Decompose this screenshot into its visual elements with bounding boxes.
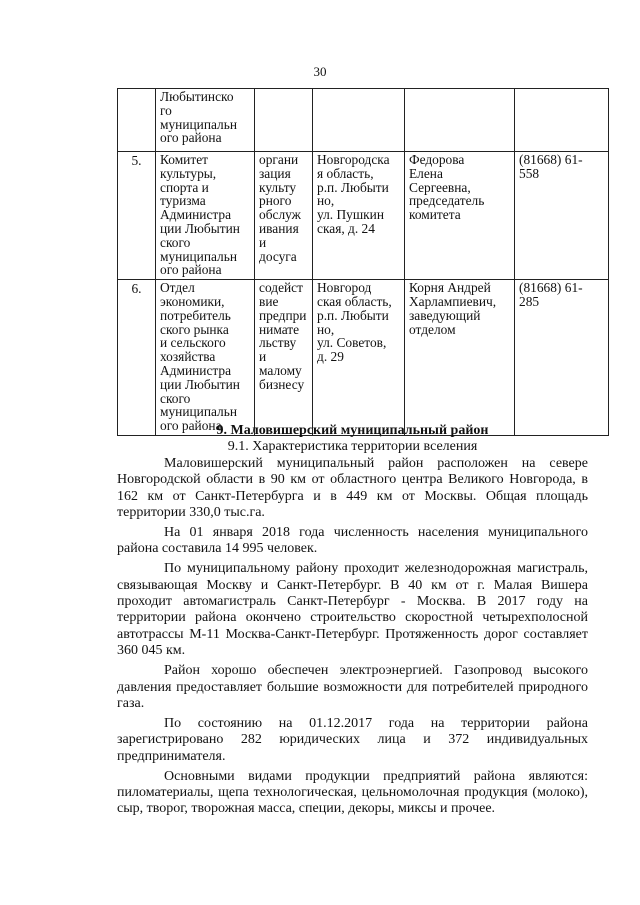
row-number: 5. [118,152,156,280]
paragraph-businesses: По состоянию на 01.12.2017 года на территории района зарегистрировано 282 юридических лица и 372 индивидуальных предпринимателя. [117,715,588,764]
paragraph-population: На 01 января 2018 года численность населения муниципального района составила 14 995 человек. [117,524,588,557]
address: Новгородска я область, р.п. Любыти но, ул. Пушкин ская, д. 24 [313,152,405,280]
head-person: Корня Андрей Харлампиевич, заведующий отделом [405,280,515,436]
head-person: Федорова Елена Сергеевна, председатель комитета [405,152,515,280]
table-row [118,89,609,152]
address: Новгород ская область, р.п. Любыти но, ул. Советов, д. 29 [313,280,405,436]
organization-name: Любытинско го муниципальн ого района [156,89,255,152]
table-row [118,280,609,436]
paragraph-products: Основными видами продукции предприятий района являются: пиломатериалы, щепа технологическая, цельномолочная продукция (молоко), сыр, творог, творожная масса, специи, декоры, миксы и прочее. [117,768,588,817]
row-number [118,89,156,152]
address [313,89,405,152]
district-section [117,423,588,818]
paragraph-transport: По муниципальному району проходит железнодорожная магистраль, связывающая Москву и Санкт-Петербург. В 40 км от г. Малая Вишера проходит автомагистраль Санкт-Петербург - Москва. В 2017 году на территории района окончено строительство скоростной четырехполосной автотрассы М-11 Москва-Санкт-Петербург. Протяженность дорог составляет 360 045 км. [117,561,588,659]
organization-name: Отдел экономики, потребитель ского рынка и сельского хозяйства Администра ции Любытин ского муниципальн ого района [156,280,255,436]
activity [255,89,313,152]
head-person [405,89,515,152]
page-number: 30 [313,64,327,79]
phone [515,89,609,152]
table-row [118,152,609,280]
section-title: 9. Маловишерский муниципальный район [216,423,489,438]
subsection-title: 9.1. Характеристика территории вселения [227,439,478,455]
contacts-table [117,88,609,436]
phone: (81668) 61- 558 [515,152,609,280]
row-number: 6. [118,280,156,436]
paragraph-location: Маловишерский муниципальный район расположен на севере Новгородской области в 90 км от областного центра Великого Новгорода, в 162 км от Санкт-Петербурга и в 449 км от Москвы. Общая площадь территории 330,0 тыс.га. [117,455,588,521]
paragraph-energy: Район хорошо обеспечен электроэнергией. Газопровод высокого давления предоставляет большие возможности для потребителей природного газа. [117,663,588,711]
phone: (81668) 61- 285 [515,280,609,436]
organization-name: Комитет культуры, спорта и туризма Администра ции Любытин ского муниципальн ого района [156,152,255,280]
activity: содейст вие предпри нимате льству и малому бизнесу [255,280,313,436]
activity: органи зация культу рного обслуж ивания и досуга [255,152,313,280]
